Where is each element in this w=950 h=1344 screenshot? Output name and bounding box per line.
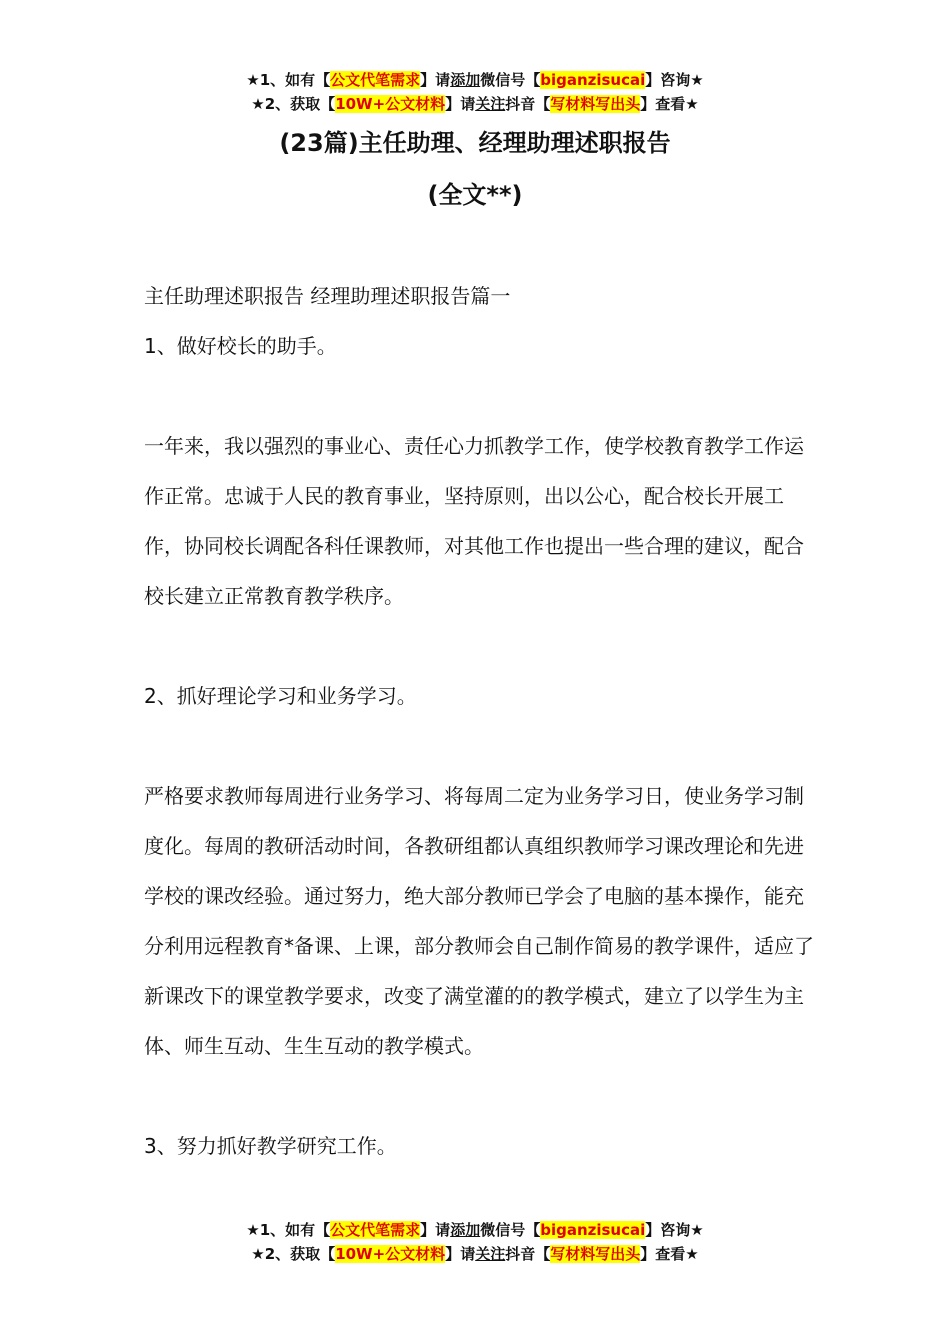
bottom-banner — [0, 1218, 950, 1266]
banner-underline: 添加 — [450, 71, 481, 89]
document-title: (23篇)主任助理、经理助理述职报告 — [279, 129, 671, 157]
banner-highlight: biganzisucai — [540, 1221, 646, 1239]
banner-text: 】请 — [445, 1245, 476, 1263]
banner-line-1 — [0, 1218, 950, 1242]
banner-highlight: 公文代笔需求 — [330, 71, 421, 89]
banner-text: 微信号【 — [480, 71, 541, 89]
document-subtitle: (全文**) — [427, 181, 523, 209]
banner-text: ★2、获取【 — [251, 95, 336, 113]
body-paragraph: 严格要求教师每周进行业务学习、将每周二定为业务学习日，使业务学习制度化。每周的教研活动时间，各教研组都认真组织教师学习课改理论和先进学校的课改经验。通过努力，绝大部分教师已学会了电脑的基本操作，能充分利用远程教育*备课、上课，部分教师会自己制作简易的教学课件，适应了新课改下的课堂教学要求，改变了满堂灌的的教学模式，建立了以学生为主体、师生互动、生生互动的教学模式。 — [144, 784, 814, 1058]
banner-text: ★2、获取【 — [251, 1245, 336, 1263]
banner-highlight: 10W+公文材料 — [335, 95, 446, 113]
banner-underline: 关注 — [475, 1245, 506, 1263]
banner-underline: 添加 — [450, 1221, 481, 1239]
banner-text: ★1、如有【 — [246, 71, 331, 89]
banner-highlight: biganzisucai — [540, 71, 646, 89]
banner-text: 】查看★ — [640, 95, 699, 113]
banner-highlight: 写材料写出头 — [550, 95, 641, 113]
banner-line-2 — [0, 92, 950, 116]
banner-underline: 关注 — [475, 95, 506, 113]
banner-text: 微信号【 — [480, 1221, 541, 1239]
banner-line-1 — [0, 68, 950, 92]
body-paragraph: 一年来，我以强烈的事业心、责任心力抓教学工作，使学校教育教学工作运作正常。忠诚于人民的教育事业，坚持原则，出以公心，配合校长开展工作，协同校长调配各科任课教师，对其他工作也提出一些合理的建议，配合校长建立正常教育教学秩序。 — [144, 434, 804, 608]
document-body — [144, 271, 814, 1171]
banner-text: 抖音【 — [505, 95, 551, 113]
banner-text: ★1、如有【 — [246, 1221, 331, 1239]
banner-text: 抖音【 — [505, 1245, 551, 1263]
banner-text: 】咨询★ — [645, 71, 704, 89]
banner-highlight: 写材料写出头 — [550, 1245, 641, 1263]
item-heading: 3、努力抓好教学研究工作。 — [144, 1134, 397, 1158]
banner-text: 】查看★ — [640, 1245, 699, 1263]
banner-text: 】请 — [420, 1221, 451, 1239]
banner-text: 】请 — [445, 95, 476, 113]
banner-highlight: 公文代笔需求 — [330, 1221, 421, 1239]
item-heading: 1、做好校长的助手。 — [144, 334, 337, 358]
top-banner — [0, 68, 950, 116]
banner-text: 】请 — [420, 71, 451, 89]
banner-highlight: 10W+公文材料 — [335, 1245, 446, 1263]
banner-line-2 — [0, 1242, 950, 1266]
banner-text: 】咨询★ — [645, 1221, 704, 1239]
section-heading: 主任助理述职报告 经理助理述职报告篇一 — [144, 284, 511, 308]
item-heading: 2、抓好理论学习和业务学习。 — [144, 684, 417, 708]
